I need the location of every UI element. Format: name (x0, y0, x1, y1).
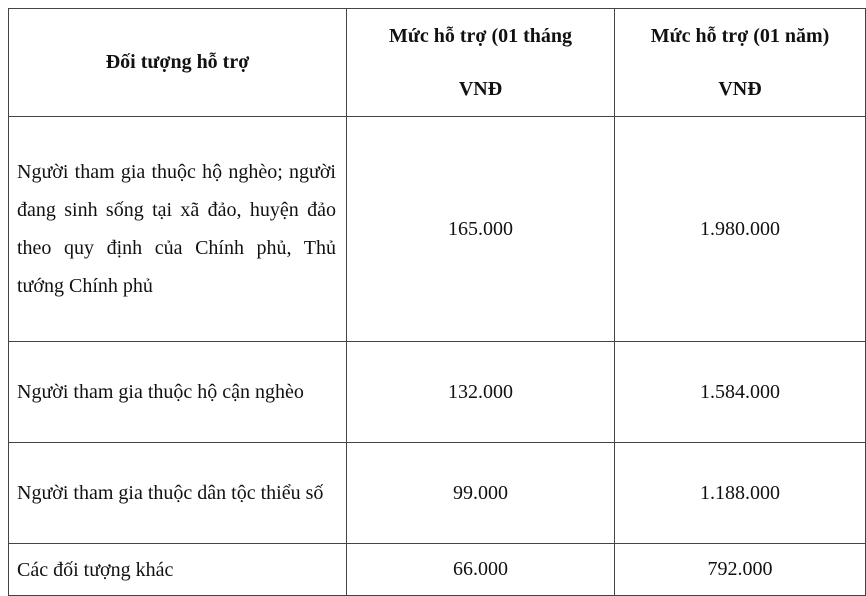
row-yearly-value: 1.980.000 (615, 117, 866, 342)
header-yearly (615, 9, 866, 117)
header-monthly (347, 9, 615, 117)
row-category: Người tham gia thuộc dân tộc thiểu số (9, 443, 347, 544)
row-monthly-value: 99.000 (347, 443, 615, 544)
header-yearly-unit: VNĐ (718, 77, 762, 100)
row-yearly-value: 1.584.000 (615, 342, 866, 443)
row-category: Người tham gia thuộc hộ cận nghèo (9, 342, 347, 443)
support-level-table (8, 8, 866, 596)
table-row (9, 117, 866, 342)
table-row (9, 544, 866, 596)
row-category: Các đối tượng khác (9, 544, 347, 596)
table-row (9, 342, 866, 443)
row-category: Người tham gia thuộc hộ nghèo; người đang sinh sống tại xã đảo, huyện đảo theo quy định của Chính phủ, Thủ tướng Chính phủ (9, 117, 347, 342)
header-category-label: Đối tượng hỗ trợ (105, 51, 250, 73)
table-header-row (9, 9, 866, 117)
row-monthly-value: 66.000 (347, 544, 615, 596)
table-row (9, 443, 866, 544)
header-monthly-unit: VNĐ (458, 77, 503, 100)
header-yearly-label: Mức hỗ trợ (01 năm) (650, 24, 830, 47)
header-monthly-label: Mức hỗ trợ (01 tháng (388, 24, 573, 47)
row-yearly-value: 792.000 (615, 544, 866, 596)
row-monthly-value: 165.000 (347, 117, 615, 342)
header-category (9, 9, 347, 117)
row-monthly-value: 132.000 (347, 342, 615, 443)
row-yearly-value: 1.188.000 (615, 443, 866, 544)
